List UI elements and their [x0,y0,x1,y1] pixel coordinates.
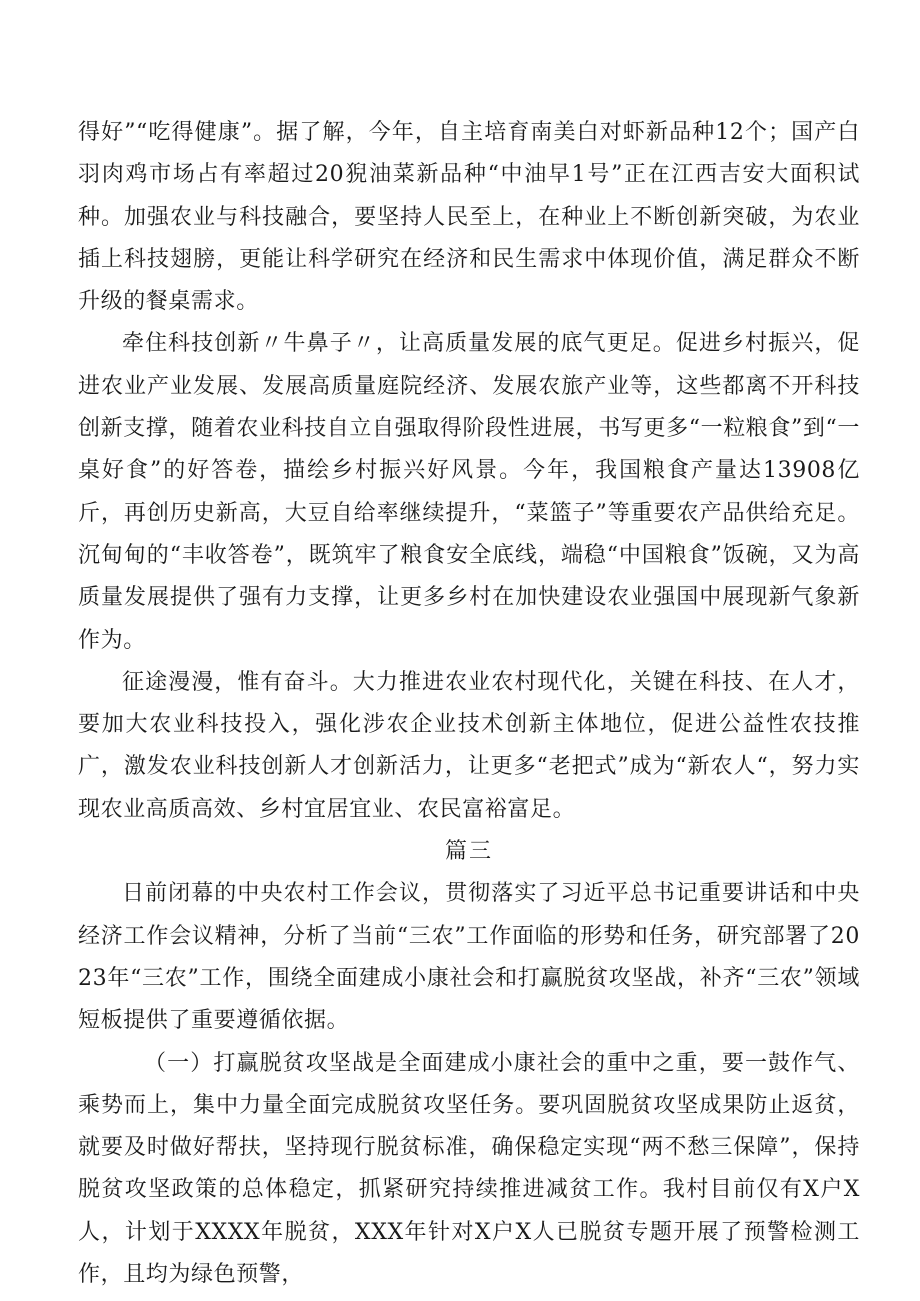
paragraph-continuation: 得好”“吃得健康”。据了解，今年，自主培育南美白对虾新品种12个；国产白羽肉鸡市场占有率超过20猊油菜新品种“中油早1号”正在江西吉安大面积试种。加强农业与科技融合，要坚持人民至上，在种业上不断创新突破，为农业插上科技翅膀，更能让科学研究在经济和民生需求中体现价值，满足群众不断升级的餐桌需求。 [78,120,860,315]
paragraph-poverty-alleviation: （一）打赢脱贫攻坚战是全面建成小康社会的重中之重，要一鼓作气、乘势而上，集中力量全面完成脱贫攻坚任务。要巩固脱贫攻坚成果防止返贫，就要及时做好帮扶，坚持现行脱贫标准，确保稳定实现“两不愁三保障”，保持脱贫攻坚政策的总体稳定，抓紧研究持续推进减贫工作。我村目前仅有X户X人，计划于XXXX年脱贫，XXX年针对X户X人已脱贫专题开展了预警检测工作，且均为绿色预警， [78,1050,860,1288]
paragraph-tech-innovation: 牵住科技创新〃牛鼻子〃，让高质量发展的底气更足。促进乡村振兴，促进农业产业发展、发展高质量庭院经济、发展农旅产业等，这些都离不开科技创新支撑，随着农业科技自立自强取得阶段性进展，书写更多“一粒粮食”到“一桌好食”的好答卷，描绘乡村振兴好风景。今年，我国粮食产量达13908亿斤，再创历史新高，大豆自给率继续提升，“菜篮子”等重要农产品供给充足。沉甸甸的“丰收答卷”，既筑牢了粮食安全底线，端稳“中国粮食”饭碗，又为高质量发展提供了强有力支撑，让更多乡村在加快建设农业强国中展现新气象新作为。 [78,331,860,653]
section-title: 篇三 [444,839,493,865]
paragraph-rural-conference: 日前闭幕的中央农村工作会议，贯彻落实了习近平总书记重要讲话和中央经济工作会议精神，分析了当前“三农”工作面临的形势和任务，研究部署了2023年“三农”工作，围绕全面建成小康社会和打赢脱贫攻坚战，补齐“三农”领域短板提供了重要遵循依据。 [78,881,860,1034]
paragraph-journey: 征途漫漫，惟有奋斗。大力推进农业农村现代化，关键在科技、在人才，要加大农业科技投入，强化涉农企业技术创新主体地位，促进公益性农技推广，激发农业科技创新人才创新活力，让更多“老把式”成为“新农人“，努力实现农业高质高效、乡村宜居宜业、农民富裕富足。 [78,669,860,822]
document-page [78,112,860,1296]
